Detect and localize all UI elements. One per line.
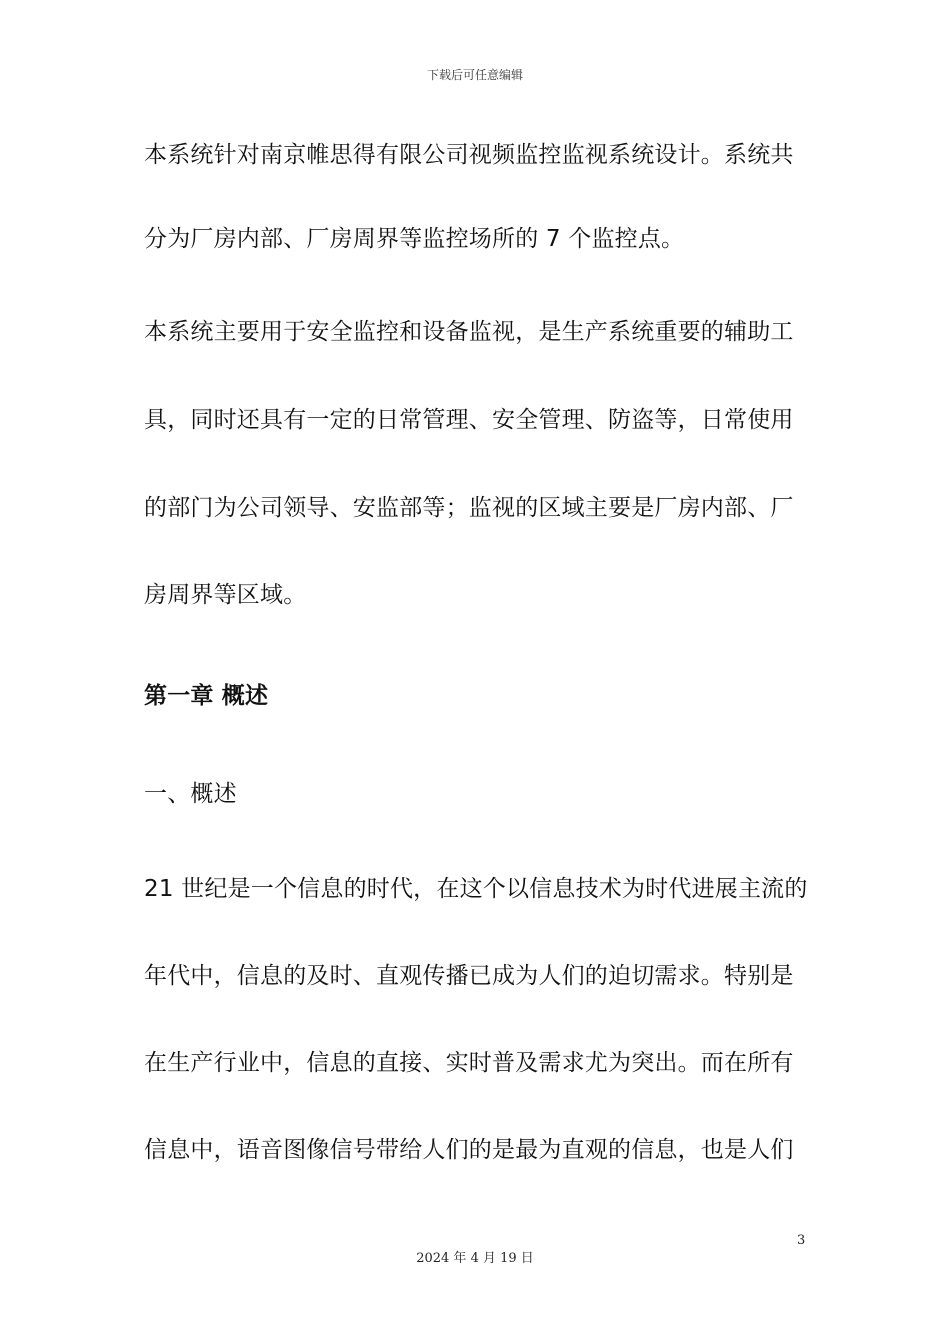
paragraph-line: 本系统针对南京帷思得有限公司视频监控监视系统设计。系统共 — [144, 142, 794, 168]
paragraph-line: 21 世纪是一个信息的时代，在这个以信息技术为时代进展主流的 — [144, 876, 808, 902]
chapter-title: 第一章 概述 — [144, 683, 269, 709]
paragraph-line: 分为厂房内部、厂房周界等监控场所的 7 个监控点。 — [144, 226, 685, 252]
page-header: 下载后可任意编辑 — [426, 68, 523, 82]
section-title: 一、概述 — [144, 781, 237, 807]
paragraph-line: 本系统主要用于安全监控和设备监视，是生产系统重要的辅助工 — [144, 319, 794, 345]
paragraph-line: 的部门为公司领导、安监部等；监视的区域主要是厂房内部、厂 — [144, 495, 794, 521]
paragraph-line: 在生产行业中，信息的直接、实时普及需求尤为突出。而在所有 — [144, 1050, 794, 1076]
footer-date: 2024 年 4 月 19 日 — [416, 1251, 534, 1266]
paragraph-line: 信息中，语音图像信号带给人们的是最为直观的信息，也是人们 — [144, 1137, 794, 1163]
page-number: 3 — [797, 1233, 806, 1248]
paragraph-line: 具，同时还具有一定的日常管理、安全管理、防盗等，日常使用 — [144, 407, 794, 433]
paragraph-line: 年代中，信息的及时、直观传播已成为人们的迫切需求。特别是 — [144, 963, 794, 989]
paragraph-line: 房周界等区域。 — [144, 582, 307, 608]
